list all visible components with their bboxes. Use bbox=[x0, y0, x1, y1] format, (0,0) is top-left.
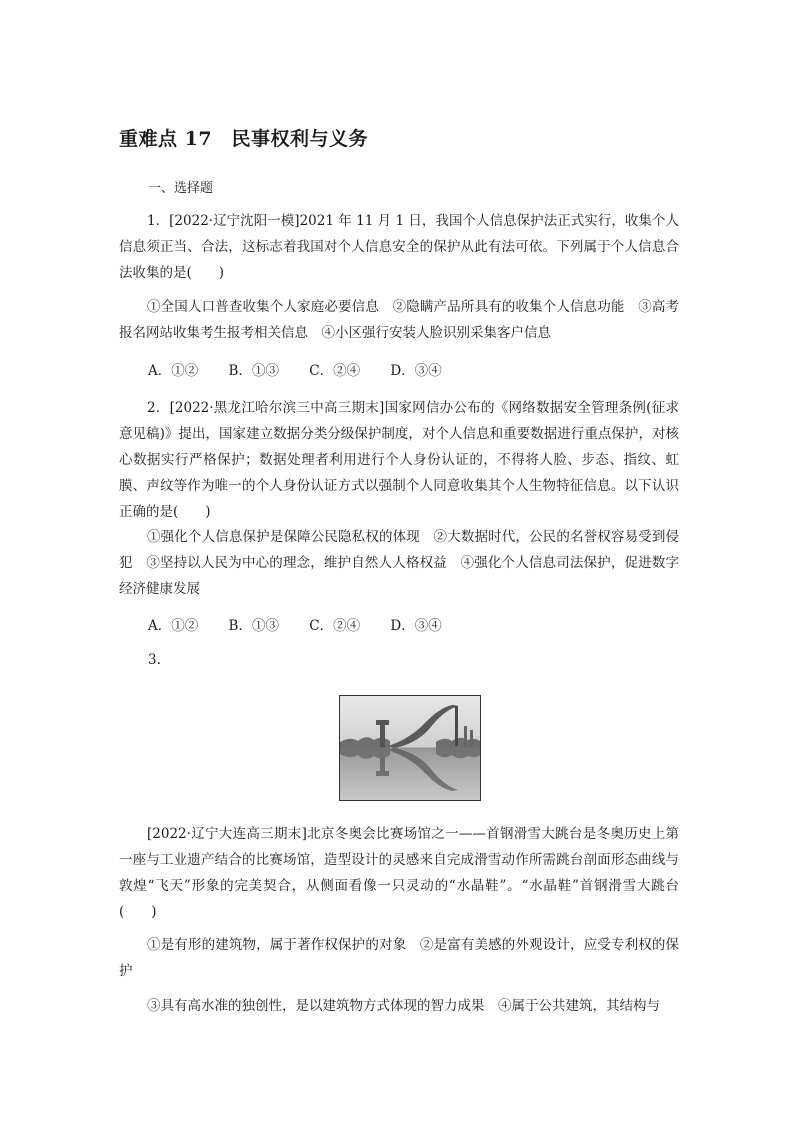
question-2-stem: 2．[2022·黑龙江哈尔滨三中高三期末]国家网信办公布的《网络数据安全管理条例(征求意见稿)》提出，国家建立数据分类分级保护制度，对个人信息和重要数据进行重点保护，对核心数据实行严格保护；数据处理者利用进行个人身份认证的，不得将人脸、步态、指纹、虹膜、声纹等作为唯一的个人身份认证方式以强制个人同意收集其个人生物特征信息。以下认识正确的是( ) bbox=[119, 400, 679, 520]
question-3-number: 3. bbox=[148, 652, 161, 668]
question-3-statement-1: ①是有形的建筑物，属于著作权保护的对象 ②是富有美感的外观设计，应受专利权的保护 bbox=[119, 937, 679, 979]
question-1-stem: 1．[2022·辽宁沈阳一模]2021 年 11 月 1 日，我国个人信息保护法正式实行，收集个人信息须正当、合法，这标志着我国对个人信息安全的保护从此有法可依。下列属于个人信息合法收集的是( ) bbox=[119, 213, 679, 281]
question-2-statements: ①强化个人信息保护是保障公民隐私权的体现 ②大数据时代，公民的名誉权容易受到侵犯 ③坚持以人民为中心的理念，维护自然人人格权益 ④强化个人信息司法保护，促进数字经济健康发展 bbox=[119, 529, 679, 597]
option-d: D．③④ bbox=[390, 363, 442, 379]
section-heading: 一、选择题 bbox=[148, 181, 214, 196]
question-1-statements: ①全国人口普查收集个人家庭必要信息 ②隐瞒产品所具有的收集个人信息功能 ③高考报名网站收集考生报考相关信息 ④小区强行安装人脸识别采集客户信息 bbox=[119, 299, 679, 341]
question-3-statement-2: ③具有高水准的独创性，是以建筑物方式体现的智力成果 ④属于公共建筑，其结构与 bbox=[147, 998, 660, 1014]
question-3-stem: [2022·辽宁大连高三期末]北京冬奥会比赛场馆之一——首钢滑雪大跳台是冬奥历史上第一座与工业遗产结合的比赛场馆，造型设计的灵感来自完成滑雪动作所需跳台剖面形态曲线与敦煌“飞天”形象的完美契合，从侧面看像一只灵动的“水晶鞋”。“水晶鞋”首钢滑雪大跳台( ) bbox=[119, 826, 679, 920]
question-1-options bbox=[148, 359, 468, 379]
option-a: A．①② bbox=[148, 618, 199, 634]
option-c: C．②④ bbox=[309, 363, 361, 379]
option-d: D．③④ bbox=[390, 618, 442, 634]
ski-jump-illustration bbox=[340, 696, 480, 800]
question-2-options bbox=[148, 614, 468, 634]
page-title: 重难点 17 民事权利与义务 bbox=[119, 128, 369, 150]
option-c: C．②④ bbox=[309, 618, 361, 634]
option-a: A．①② bbox=[148, 363, 199, 379]
ski-jump-photo bbox=[339, 695, 481, 801]
option-b: B．①③ bbox=[228, 363, 279, 379]
option-b: B．①③ bbox=[228, 618, 279, 634]
